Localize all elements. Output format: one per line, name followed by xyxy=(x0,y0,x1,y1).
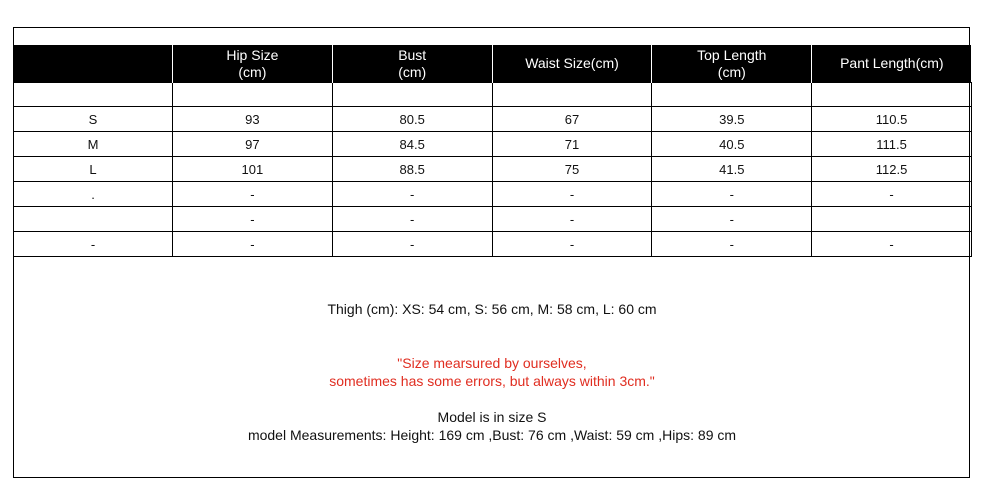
disclaimer-line-1: "Size mearsured by ourselves, xyxy=(397,355,587,371)
header-waist-size-label: Waist Size(cm) xyxy=(525,55,619,71)
header-hip-size xyxy=(173,45,333,83)
table-cell: - xyxy=(652,182,812,207)
header-hip-size-label: Hip Size (cm) xyxy=(226,46,279,80)
header-waist-size xyxy=(492,45,652,83)
model-info xyxy=(13,408,971,444)
table-cell: - xyxy=(652,232,812,257)
model-measurements: model Measurements: Height: 169 cm ,Bust: 76 cm ,Waist: 59 cm ,Hips: 89 cm xyxy=(247,427,737,443)
table-cell: 88.5 xyxy=(332,157,492,182)
size-label: - xyxy=(14,232,173,257)
table-cell: 40.5 xyxy=(652,132,812,157)
table-cell xyxy=(14,83,173,107)
table-cell: - xyxy=(492,232,652,257)
size-table xyxy=(13,45,972,257)
size-label: . xyxy=(14,182,173,207)
size-label: L xyxy=(14,157,173,182)
table-cell: - xyxy=(332,207,492,232)
table-cell: 101 xyxy=(173,157,333,182)
table-cell: - xyxy=(812,182,972,207)
table-cell: 80.5 xyxy=(332,107,492,132)
header-size xyxy=(14,45,173,83)
table-cell xyxy=(332,83,492,107)
disclaimer-line-2: sometimes has some errors, but always within 3cm." xyxy=(329,373,655,389)
table-cell: - xyxy=(652,207,812,232)
header-top-length-label: Top Length (cm) xyxy=(697,46,767,80)
table-row-l xyxy=(14,157,972,182)
table-cell: - xyxy=(173,207,333,232)
header-top-length xyxy=(652,45,812,83)
table-cell: 110.5 xyxy=(812,107,972,132)
table-row-s xyxy=(14,107,972,132)
table-cell: 39.5 xyxy=(652,107,812,132)
measurement-disclaimer xyxy=(13,354,971,390)
table-cell xyxy=(173,83,333,107)
header-bust-label: Bust (cm) xyxy=(398,46,427,80)
spacer-row xyxy=(14,83,972,107)
table-cell: 111.5 xyxy=(812,132,972,157)
table-cell: 75 xyxy=(492,157,652,182)
table-cell xyxy=(812,83,972,107)
table-cell xyxy=(652,83,812,107)
table-cell: - xyxy=(492,207,652,232)
table-cell: 71 xyxy=(492,132,652,157)
table-cell: 97 xyxy=(173,132,333,157)
header-bust xyxy=(332,45,492,83)
table-cell: 67 xyxy=(492,107,652,132)
table-cell xyxy=(812,207,972,232)
thigh-measurements: Thigh (cm): XS: 54 cm, S: 56 cm, M: 58 cm, L: 60 cm xyxy=(327,301,657,317)
notes-section xyxy=(13,265,971,478)
table-cell: - xyxy=(812,232,972,257)
model-size: Model is in size S xyxy=(437,409,547,425)
table-cell xyxy=(492,83,652,107)
table-cell: - xyxy=(332,232,492,257)
table-cell: - xyxy=(332,182,492,207)
header-pant-length xyxy=(812,45,972,83)
table-cell: 93 xyxy=(173,107,333,132)
table-cell: - xyxy=(173,182,333,207)
table-row xyxy=(14,232,972,257)
table-cell: 41.5 xyxy=(652,157,812,182)
header-row xyxy=(14,45,972,83)
table-row xyxy=(14,207,972,232)
size-label: S xyxy=(14,107,173,132)
size-label: M xyxy=(14,132,173,157)
table-row xyxy=(14,182,972,207)
table-cell: - xyxy=(492,182,652,207)
size-label xyxy=(14,207,173,232)
table-cell: 84.5 xyxy=(332,132,492,157)
table-cell: 112.5 xyxy=(812,157,972,182)
table-row-m xyxy=(14,132,972,157)
header-pant-length-label: Pant Length(cm) xyxy=(840,55,944,71)
table-cell: - xyxy=(173,232,333,257)
